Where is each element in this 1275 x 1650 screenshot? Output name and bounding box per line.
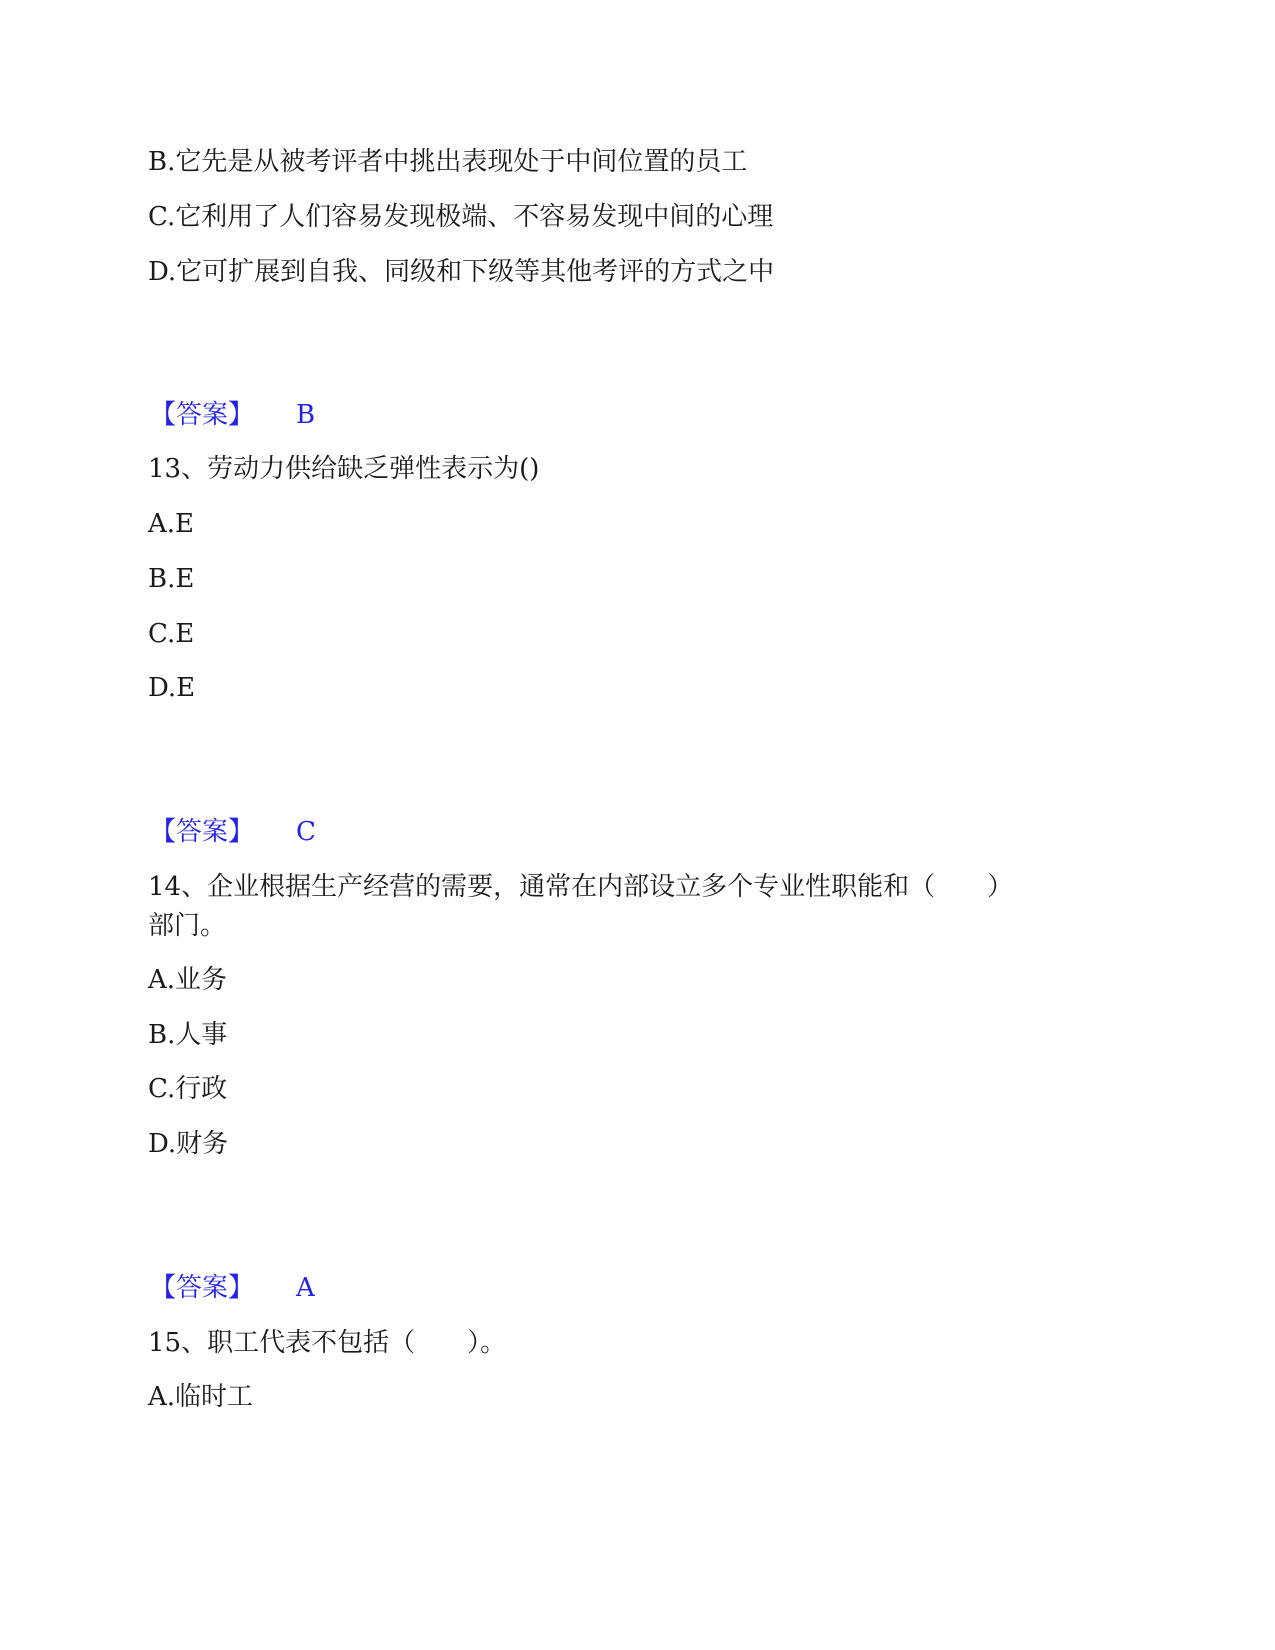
q13-question: 13、劳动力供给缺乏弹性表示为() — [148, 454, 540, 484]
answer-label: 【答案】 — [150, 400, 255, 430]
q14-option-b: B.人事 — [148, 1020, 228, 1050]
q13-option-c: C.E — [148, 619, 195, 649]
q14-option-c: C.行政 — [148, 1074, 228, 1104]
answer-value: B — [296, 400, 316, 430]
q13-option-a: A.E — [148, 509, 195, 539]
q15-option-a: A.临时工 — [148, 1382, 254, 1412]
q12-option-b: B.它先是从被考评者中挑出表现处于中间位置的员工 — [148, 147, 748, 177]
answer-label: 【答案】 — [150, 1273, 255, 1303]
q12-option-c: C.它利用了人们容易发现极端、不容易发现中间的心理 — [148, 202, 774, 232]
q13-answer — [150, 815, 316, 849]
q13-option-b: B.E — [148, 564, 195, 594]
q15-question: 15、职工代表不包括（ ）。 — [148, 1328, 507, 1358]
q14-option-d: D.财务 — [148, 1129, 229, 1159]
q14-option-a: A.业务 — [148, 965, 228, 995]
q12-answer — [150, 398, 316, 432]
answer-value: C — [296, 817, 316, 847]
q14-question-line2: 部门。 — [148, 911, 227, 941]
answer-value: A — [296, 1273, 315, 1303]
q13-option-d: D.E — [148, 673, 196, 703]
q14-question-line1: 14、企业根据生产经营的需要，通常在内部设立多个专业性职能和（ ） — [148, 872, 1014, 902]
q14-answer — [150, 1271, 315, 1305]
answer-label: 【答案】 — [150, 817, 255, 847]
q12-option-d: D.它可扩展到自我、同级和下级等其他考评的方式之中 — [148, 257, 775, 287]
